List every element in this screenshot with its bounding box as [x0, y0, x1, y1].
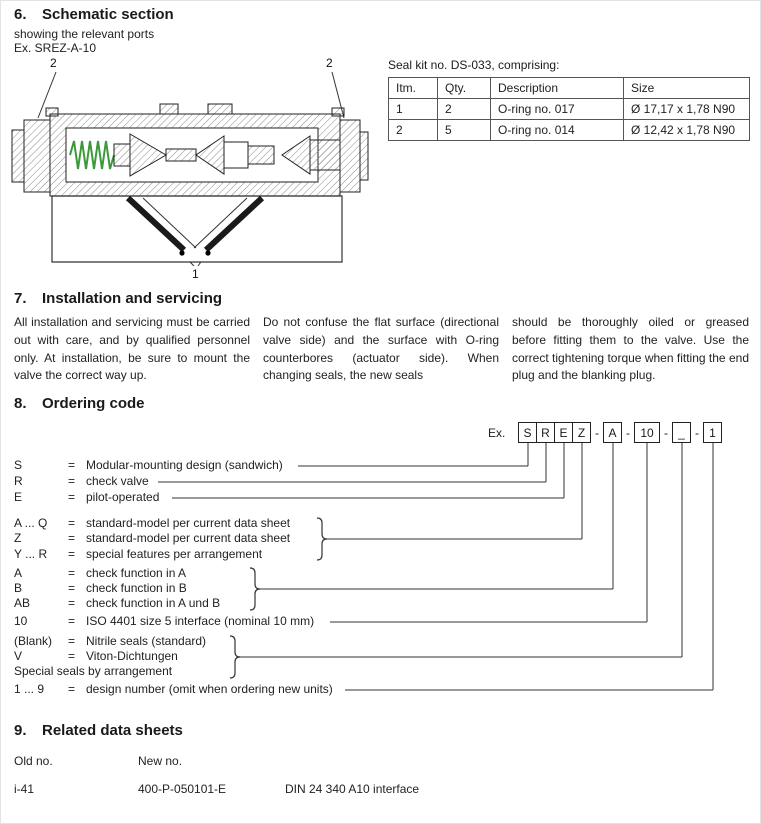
interface-value: DIN 24 340 A10 interface [285, 782, 420, 796]
cell-description: O-ring no. 014 [491, 120, 624, 141]
section8-number: 8. [14, 395, 27, 412]
section9-title: Related data sheets [42, 722, 183, 739]
section7-title: Installation and servicing [42, 290, 223, 307]
ordering-row-e: E = pilot-operated [14, 490, 160, 504]
code-separator: - [626, 425, 630, 440]
cell-qty: 5 [438, 120, 491, 141]
section8-header [14, 395, 145, 412]
code-box-r: R [536, 422, 555, 443]
seal-kit-col-size: Size [624, 78, 750, 99]
ordering-code-diagram [0, 420, 761, 712]
old-no-label: Old no. [14, 754, 53, 768]
left-end-plug [24, 120, 50, 192]
ordering-row-z: Z = standard-model per current data sheet [14, 531, 291, 545]
section6-header [14, 6, 174, 23]
new-no-value: 400-P-050101-E [138, 782, 227, 796]
seal-kit-title: Seal kit no. DS-033, comprising: [388, 58, 560, 72]
seal-kit-table [388, 77, 750, 141]
new-no-label: New no. [138, 754, 183, 768]
cell-description: O-ring no. 017 [491, 99, 624, 120]
code-separator: - [695, 425, 699, 440]
section8-title: Ordering code [42, 395, 145, 412]
ordering-row-special-seals: Special seals by arrangement [14, 664, 173, 678]
ordering-row-blank: (Blank) = Nitrile seals (standard) [14, 634, 207, 648]
ordering-row-yr: Y ... R = special features per arrangement [14, 547, 263, 561]
section6-number: 6. [14, 6, 27, 23]
section7-header [14, 290, 222, 307]
installation-col-2: Do not confuse the flat surface (directional valve side) and the surface with O-ring counterbores (actuator side). When changing seals, the new seals [263, 315, 499, 383]
seal-kit [388, 58, 750, 141]
installation-text [14, 314, 749, 385]
cell-qty: 2 [438, 99, 491, 120]
port-label-2-right: 2 [326, 56, 333, 70]
ordering-row-v: V = Viton-Dichtungen [14, 649, 178, 663]
seal-kit-header-row [389, 78, 750, 99]
code-box-z: Z [572, 422, 591, 443]
section9-header [14, 722, 183, 739]
section6-subtitle-1: showing the relevant ports [14, 27, 155, 41]
valve-cross-section-drawing [10, 56, 370, 284]
section7-number: 7. [14, 290, 27, 307]
cell-size: Ø 12,42 x 1,78 N90 [624, 120, 750, 141]
ordering-row-b: B = check function in B [14, 581, 187, 595]
example-label: Ex. [488, 425, 506, 440]
seal-kit-col-itm: Itm. [389, 78, 438, 99]
right-end-plug [340, 120, 360, 192]
valve-schematic [10, 56, 370, 284]
table-row [389, 120, 750, 141]
cell-itm: 1 [389, 99, 438, 120]
ordering-row-r: R = check valve [14, 474, 149, 488]
seal-kit-col-description: Description [491, 78, 624, 99]
ordering-row-ab: AB = check function in A und B [14, 596, 221, 610]
code-separator: - [595, 425, 599, 440]
port-label-2-left: 2 [50, 56, 57, 70]
ordering-code-boxes [488, 422, 722, 443]
cell-itm: 2 [389, 120, 438, 141]
port-label-1: 1 [192, 267, 199, 281]
code-box-e: E [554, 422, 573, 443]
old-no-value: i-41 [14, 782, 35, 796]
code-box-10: 10 [634, 422, 660, 443]
section6-title: Schematic section [42, 6, 174, 23]
cell-size: Ø 17,17 x 1,78 N90 [624, 99, 750, 120]
ordering-row-10: 10 = ISO 4401 size 5 interface (nominal 10 mm) [14, 614, 315, 628]
ordering-row-a: A = check function in A [14, 566, 187, 580]
code-box-s: S [518, 422, 537, 443]
ordering-row-19: 1 ... 9 = design number (omit when ordering new units) [14, 682, 333, 696]
code-box-blank: _ [672, 422, 691, 443]
seal-kit-col-qty: Qty. [438, 78, 491, 99]
code-box-a: A [603, 422, 622, 443]
code-separator: - [664, 425, 668, 440]
ordering-row-aq: A ... Q = standard-model per current data sheet [14, 516, 291, 530]
code-box-1: 1 [703, 422, 722, 443]
ordering-row-s: S = Modular-mounting design (sandwich) [14, 458, 283, 472]
installation-col-3: should be thoroughly oiled or greased before fitting them to the valve. Use the correct tightening torque when fitting the end plug and the blanking plug. [512, 315, 749, 383]
table-row [389, 99, 750, 120]
section6-subtitle-2: Ex. SREZ-A-10 [14, 41, 97, 55]
lower-block [52, 196, 342, 262]
section9-number: 9. [14, 722, 27, 739]
installation-col-1: All installation and servicing must be carried out with care, and by qualified personnel only. At installation, be sure to mount the valve the correct way up. [14, 315, 250, 383]
